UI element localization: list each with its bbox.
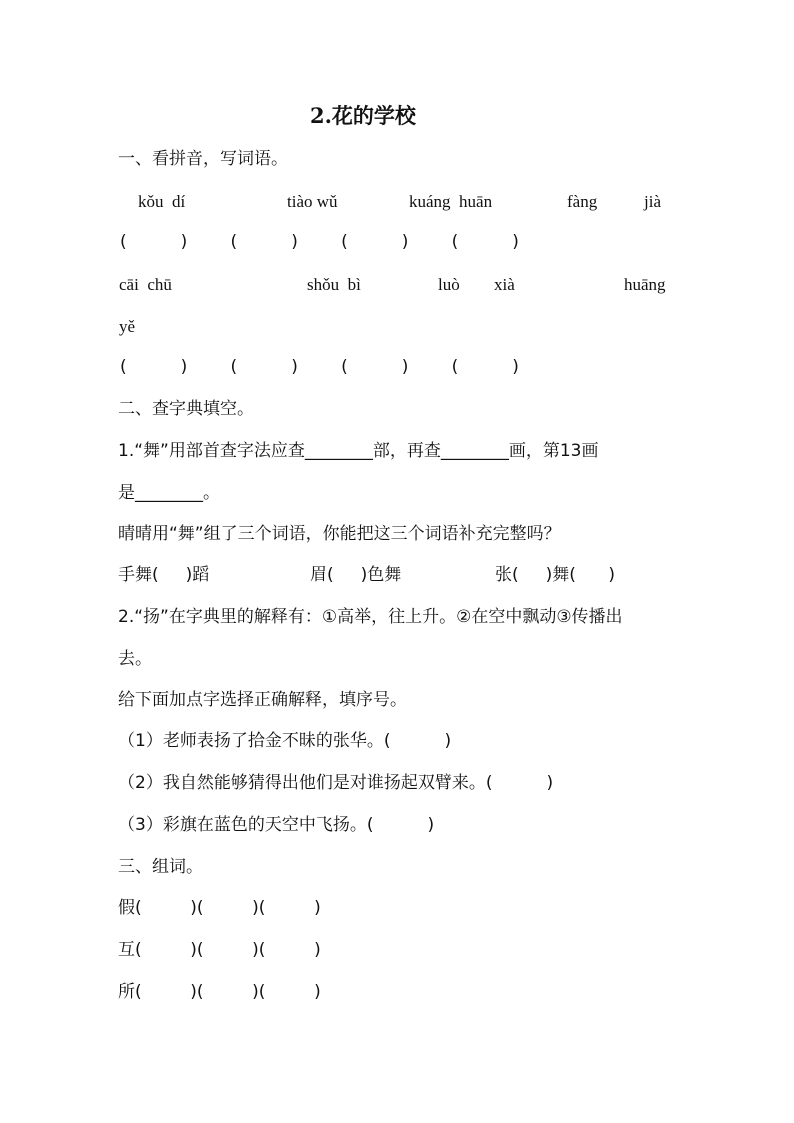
pinyin-jia: jià [644, 192, 661, 211]
pinyin-shou-bi: shǒu bì [307, 275, 361, 294]
page-title: 2.花的学校 [310, 103, 416, 128]
pinyin-huang: huāng [624, 275, 666, 294]
word-group-suo[interactable]: 所( )( )( ) [118, 982, 321, 1002]
pinyin-fang: fàng [567, 192, 598, 211]
pinyin-ye: yě [119, 317, 136, 336]
pinyin-luo: luò [438, 275, 460, 294]
q1-line2: 是________。 [118, 483, 220, 503]
word-group-jia[interactable]: 假( )( )( ) [118, 898, 321, 918]
pinyin-kou-di: kǒu dí [138, 192, 186, 211]
pinyin-cai-chu: cāi chū [119, 275, 172, 294]
q2-prompt: 给下面加点字选择正确解释，填序号。 [118, 690, 407, 710]
q2-line2: 去。 [118, 649, 152, 669]
q1-word-2[interactable]: 眉( )色舞 [310, 565, 402, 585]
answer-brackets-row1[interactable]: ( ) ( ) ( ) ( ) [120, 232, 519, 252]
q2-item-1[interactable]: （1）老师表扬了拾金不昧的张华。( ) [118, 731, 452, 751]
q2-item-2[interactable]: （2）我自然能够猜得出他们是对谁扬起双臂来。( ) [118, 773, 554, 793]
section1-heading: 一、看拼音，写词语。 [118, 149, 288, 169]
section3-heading: 三、组词。 [118, 857, 203, 877]
section2-heading: 二、查字典填空。 [118, 399, 254, 419]
q1-prompt: 晴晴用“舞”组了三个词语，你能把这三个词语补充完整吗？ [118, 524, 561, 544]
q2-item-3[interactable]: （3）彩旗在蓝色的天空中飞扬。( ) [118, 815, 435, 835]
pinyin-tiao-wu: tiào wǔ [287, 192, 338, 211]
q2-line1: 2.“扬”在字典里的解释有：①高举，往上升。②在空中飘动③传播出 [118, 607, 623, 627]
pinyin-kuang-huan: kuáng huān [409, 192, 493, 211]
q1-word-3[interactable]: 张( )舞( ) [495, 565, 615, 585]
q1-line1: 1.“舞”用部首查字法应查________部，再查________画，第13画 [118, 441, 599, 461]
q1-word-1[interactable]: 手舞( )蹈 [118, 565, 210, 585]
answer-brackets-row2[interactable]: ( ) ( ) ( ) ( ) [120, 357, 519, 377]
pinyin-xia: xià [494, 275, 515, 294]
word-group-hu[interactable]: 互( )( )( ) [118, 940, 321, 960]
